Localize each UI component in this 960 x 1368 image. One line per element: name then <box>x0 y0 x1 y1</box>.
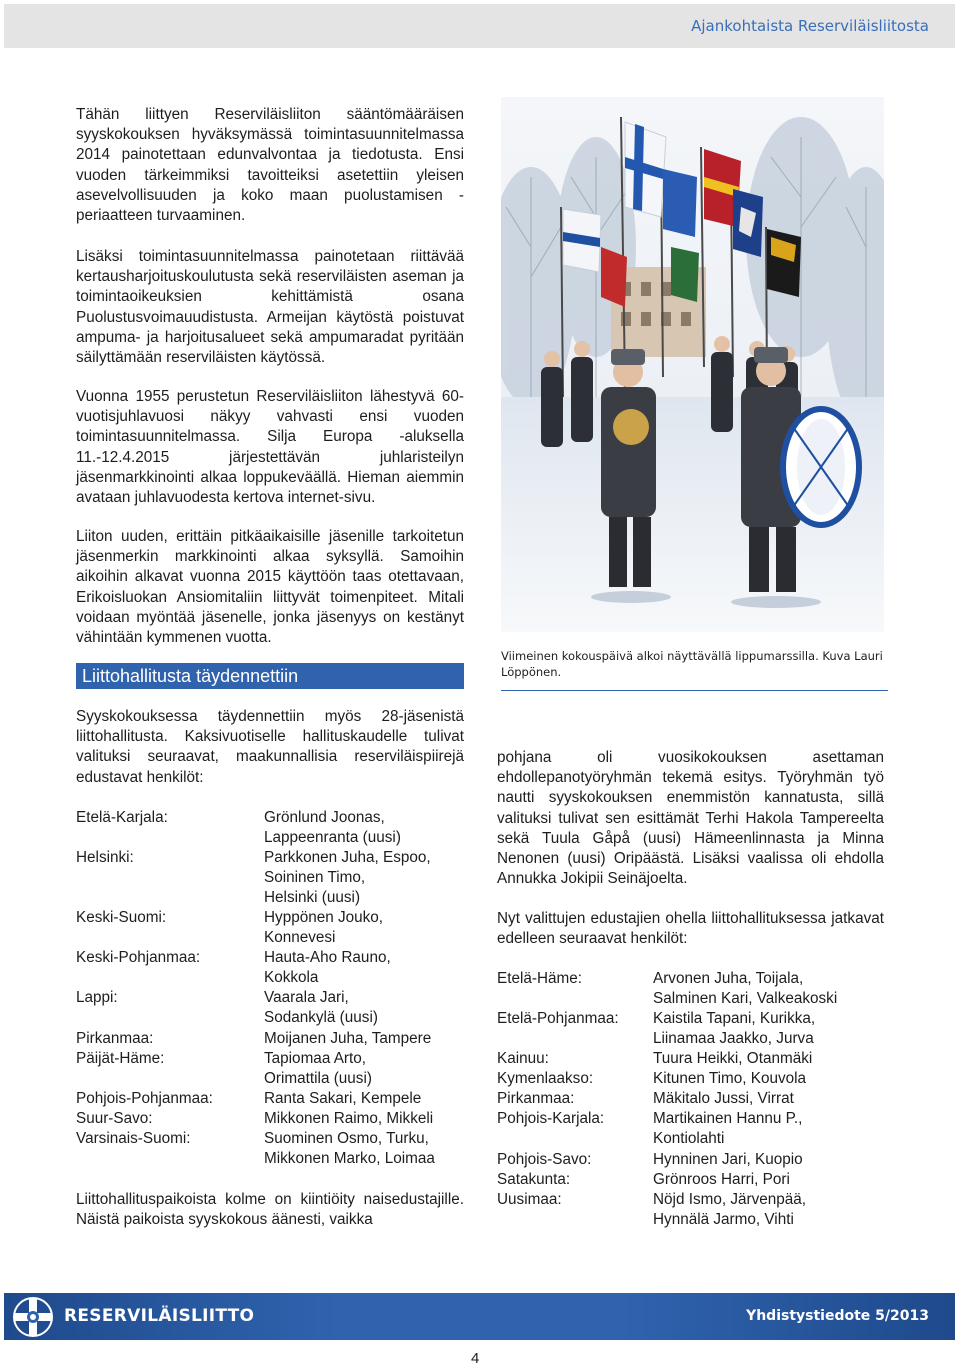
page-header-bar <box>4 4 955 48</box>
board-names: Kaistila Tapani, Kurikka, Liinamaa Jaakko, Jurva <box>653 1010 816 1048</box>
board-region: Pirkanmaa: <box>497 1090 575 1107</box>
board-names: Mikkonen Raimo, Mikkeli <box>264 1110 434 1127</box>
board-names: Mäkitalo Jussi, Virrat <box>653 1090 794 1107</box>
board-region: Satakunta: <box>497 1171 571 1188</box>
board-region: Keski-Suomi: <box>76 909 167 926</box>
board-names: Tuura Heikki, Otanmäki <box>653 1050 813 1067</box>
board-region: Pohjois-Pohjanmaa: <box>76 1090 213 1107</box>
board-names: Moijanen Juha, Tampere <box>264 1030 432 1047</box>
board-region: Pirkanmaa: <box>76 1030 154 1047</box>
board-names: Grönlund Joonas, Lappeenranta (uusi) <box>264 809 401 847</box>
closing-paragraph: Liittohallituspaikoista kolme on kiintiöity naisedustajille. Näistä paikoista syyskokous äänesti, vaikka <box>76 1191 464 1229</box>
board-region: Helsinki: <box>76 849 134 866</box>
board-names: Hynninen Jari, Kuopio <box>653 1151 803 1168</box>
board-names: Hauta-Aho Rauno, Kokkola <box>264 949 391 987</box>
caption-divider <box>501 690 888 691</box>
reservilaisliitto-emblem-icon <box>11 1295 55 1339</box>
board-region: Pohjois-Karjala: <box>497 1110 605 1127</box>
board-names: Vaarala Jari, Sodankylä (uusi) <box>264 989 378 1027</box>
board-region: Uusimaa: <box>497 1191 562 1208</box>
footer-issue-label: Yhdistystiedote 5/2013 <box>746 1308 929 1324</box>
board-region: Pohjois-Savo: <box>497 1151 592 1168</box>
right-paragraph-2: Nyt valittujen edustajien ohella liittohallituksessa jatkavat edelleen seuraavat henkilöt: <box>497 910 884 948</box>
photo-caption: Viimeinen kokouspäivä alkoi näyttävällä lippumarssilla. Kuva Lauri Löppönen. <box>501 649 883 679</box>
page-footer <box>4 1293 955 1340</box>
section-heading <box>76 663 464 689</box>
board-region: Päijät-Häme: <box>76 1050 165 1067</box>
board-region: Etelä-Häme: <box>497 970 583 987</box>
footer-brand-name: RESERVILÄISLIITTO <box>64 1306 255 1326</box>
body-paragraph-1: Tähän liittyen Reserviläisliiton sääntömääräisen syyskokouksen hyväksymässä toimintasuunnitelmassa 2014 painotettaan edunvalvontaa ja tiedotusta. Ensi vuoden tärkeimmiksi tavoitteiksi asetettiin yleisen asevelvollisuuden ja koko maan puolustamisen -periaatteen turvaaminen. <box>76 106 464 225</box>
board-names: Kitunen Timo, Kouvola <box>653 1070 807 1087</box>
board-names: Grönroos Harri, Pori <box>653 1171 790 1188</box>
body-paragraph-4: Liiton uuden, erittäin pitkäaikaisille jäsenille tarkoitetun jäsenmerkin markkinointi alkaa syksyllä. Samoihin aikoihin alkavat vuonna 2015 käyttöön taas otettavaan, Erikoisluokan Ansiomitaliin liittyvät toimenpiteet. Mitali voidaan myöntää jäsenelle, jonka jäsenyys on kestänyt vähintään kymmenen vuotta. <box>76 528 464 647</box>
section-title: Ajankohtaista Reserviläisliitosta <box>691 17 929 35</box>
board-region: Etelä-Karjala: <box>76 809 168 826</box>
section-intro-paragraph: Syyskokouksessa täydennettiin myös 28-jäsenistä liittohallitusta. Kaksivuotiselle hallituskaudelle tulivat valituksi seuraavat, maakunnallisia reserviläispiirejä edustavat henkilöt: <box>76 708 464 786</box>
board-region: Suur-Savo: <box>76 1110 153 1127</box>
board-names: Suominen Osmo, Turku, Mikkonen Marko, Loimaa <box>264 1130 435 1168</box>
section-heading-text: Liittohallitusta täydennettiin <box>82 666 299 686</box>
flag-march-photo <box>501 97 884 632</box>
board-names: Hyppönen Jouko, Konnevesi <box>264 909 384 947</box>
board-names: Arvonen Juha, Toijala, Salminen Kari, Valkeakoski <box>653 970 838 1008</box>
board-names: Tapiomaa Arto, Orimattila (uusi) <box>264 1050 372 1088</box>
board-region: Lappi: <box>76 989 118 1006</box>
board-names: Ranta Sakari, Kempele <box>264 1090 422 1107</box>
board-names: Parkkonen Juha, Espoo, Soininen Timo, Helsinki (uusi) <box>264 849 431 907</box>
board-names: Nöjd Ismo, Järvenpää, Hynnälä Jarmo, Vihti <box>653 1191 807 1229</box>
board-region: Kymenlaakso: <box>497 1070 594 1087</box>
board-region: Varsinais-Suomi: <box>76 1130 191 1147</box>
right-paragraph-1: pohjana oli vuosikokouksen asettaman ehdollepanotyöryhmän tekemä esitys. Työryhmän työ nautti syyskokouksen enemmistön kannatusta, sillä valituksi tulivat sen esittämät Terhi Hakola Tampereelta sekä Tuula Gåpå (uusi) Hämeenlinnasta ja Minna Nenonen (uusi) Oripäästä. Lisäksi vaalissa oli ehdolla Annukka Jokipii Seinäjoelta. <box>497 749 884 888</box>
board-region: Keski-Pohjanmaa: <box>76 949 201 966</box>
board-region: Etelä-Pohjanmaa: <box>497 1010 619 1027</box>
page-number: 4 <box>471 1350 480 1367</box>
body-paragraph-3: Vuonna 1955 perustetun Reserviläisliiton lähestyvä 60-vuotisjuhlavuosi näkyy vahvasti ensi vuoden toimintasuunnitelmassa. Silja Europa -aluksella 11.-12.4.2015 järjestettävän juhlaristeilyn jäsenmarkkinointi alkaa loppukeväällä. Hieman aiemmin avataan juhlavuodesta kertova internet-sivu. <box>76 388 464 507</box>
board-names: Martikainen Hannu P., Kontiolahti <box>653 1110 803 1148</box>
body-paragraph-2: Lisäksi toimintasuunnitelmassa painotetaan riittävää kertausharjoituskoulutusta sekä reserviläisten aseman ja toimintaoikeuksien kehittämistä osana Puolustusvoimauudistusta. Armeijan käytöstä poistuvat ampuma- ja harjoitusalueet sekä ampumaradat pyritään säilyttämään reserviläisten käytössä. <box>76 248 464 367</box>
board-region: Kainuu: <box>497 1050 549 1067</box>
